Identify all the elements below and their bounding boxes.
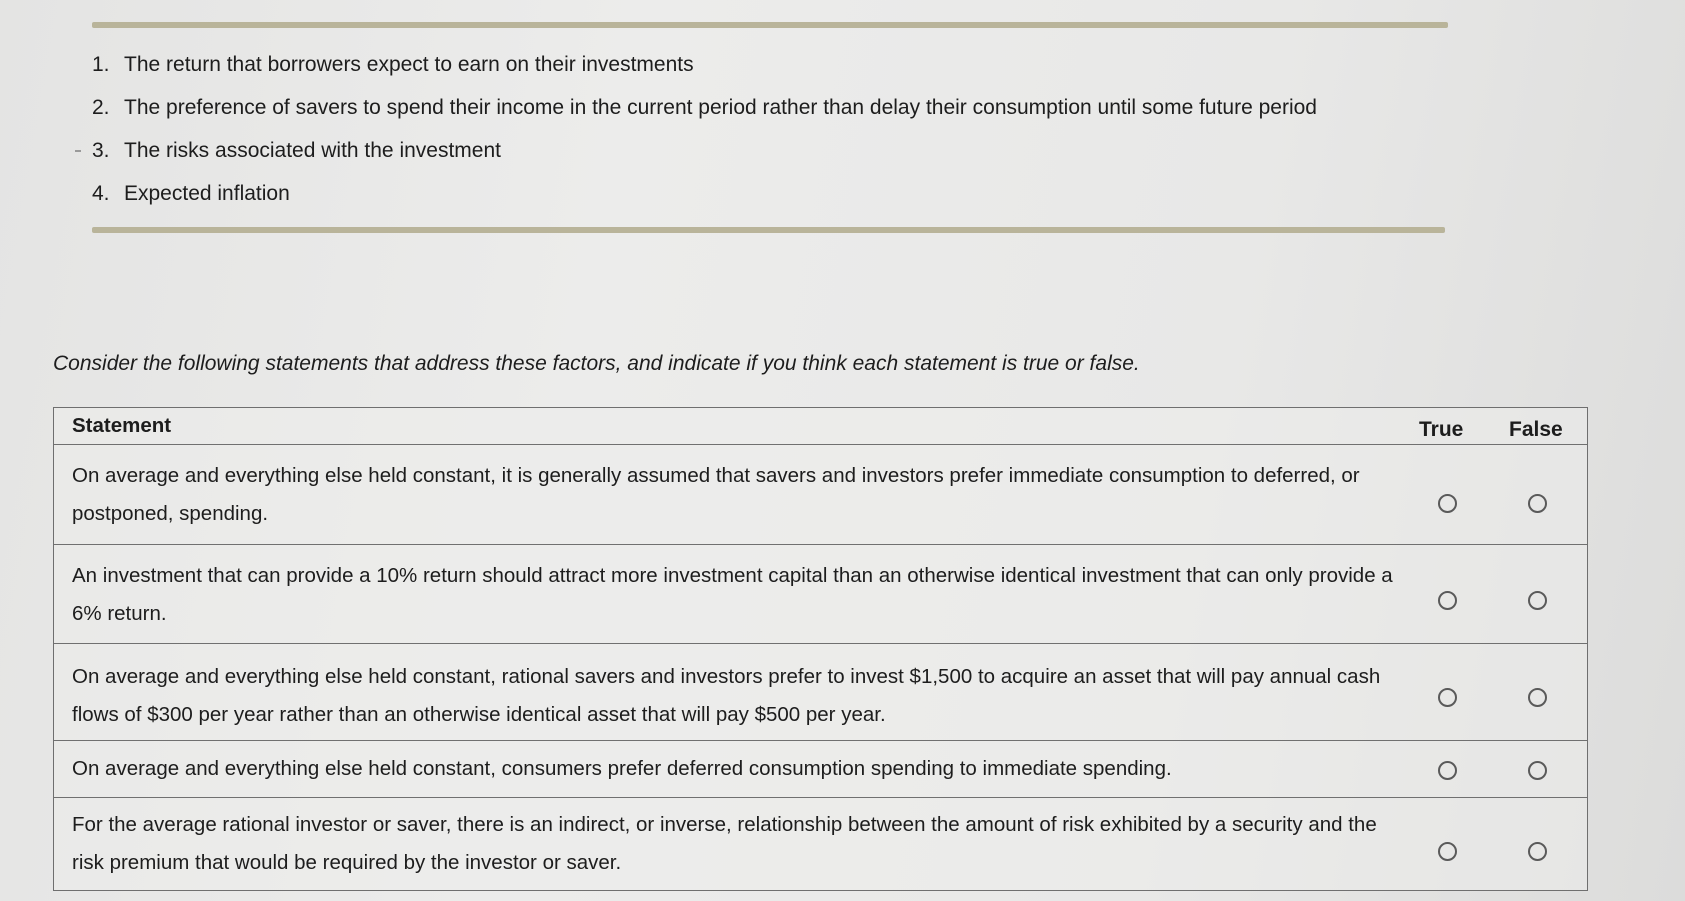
list-item <box>92 48 1317 91</box>
statement-text: For the average rational investor or saver, there is an indirect, or inverse, relationship between the amount of risk exhibited by a security and the risk premium that would be required by the investor or saver. <box>72 813 1377 874</box>
table-row <box>54 545 1587 644</box>
true-radio[interactable] <box>1438 842 1457 861</box>
true-radio[interactable] <box>1438 761 1457 780</box>
list-item <box>92 91 1317 134</box>
header-true: True <box>1419 418 1464 441</box>
statement-text: On average and everything else held constant, it is generally assumed that savers and investors prefer immediate consumption to deferred, or postponed, spending. <box>72 464 1360 525</box>
header-statement: Statement <box>72 414 172 437</box>
true-radio[interactable] <box>1438 494 1457 513</box>
true-radio[interactable] <box>1438 591 1457 610</box>
true-radio[interactable] <box>1438 688 1457 707</box>
header-false: False <box>1509 418 1563 441</box>
list-item <box>92 134 1317 177</box>
table-header <box>54 408 1587 445</box>
false-radio[interactable] <box>1528 494 1547 513</box>
false-radio[interactable] <box>1528 761 1547 780</box>
list-item-number: 3. <box>92 139 110 162</box>
list-item-text: The preference of savers to spend their income in the current period rather than delay their consumption until some future period <box>124 96 1317 119</box>
statement-text: An investment that can provide a 10% return should attract more investment capital than an otherwise identical investment that can only provide a 6% return. <box>72 564 1393 625</box>
list-item-number: 1. <box>92 53 110 76</box>
list-item-text: The risks associated with the investment <box>124 139 501 162</box>
false-radio[interactable] <box>1528 688 1547 707</box>
instruction-text: Consider the following statements that address these factors, and indicate if you think each statement is true or false. <box>53 352 1140 375</box>
list-item-text: The return that borrowers expect to earn on their investments <box>124 53 694 76</box>
bottom-divider <box>92 227 1445 233</box>
list-item-text: Expected inflation <box>124 182 290 205</box>
factors-list <box>92 48 1317 220</box>
statements-table <box>53 407 1588 891</box>
statement-text: On average and everything else held constant, consumers prefer deferred consumption spending to immediate spending. <box>72 757 1172 780</box>
list-item-number: 4. <box>92 182 110 205</box>
margin-mark <box>75 150 81 152</box>
table-row <box>54 741 1587 798</box>
table-row <box>54 644 1587 741</box>
list-item-number: 2. <box>92 96 110 119</box>
list-item <box>92 177 1317 220</box>
false-radio[interactable] <box>1528 591 1547 610</box>
statement-text: On average and everything else held constant, rational savers and investors prefer to invest $1,500 to acquire an asset that will pay annual cash flows of $300 per year rather than an otherwise identical asset that will pay $500 per year. <box>72 665 1381 726</box>
top-divider <box>92 22 1448 28</box>
table-row <box>54 798 1587 892</box>
false-radio[interactable] <box>1528 842 1547 861</box>
table-row <box>54 445 1587 545</box>
